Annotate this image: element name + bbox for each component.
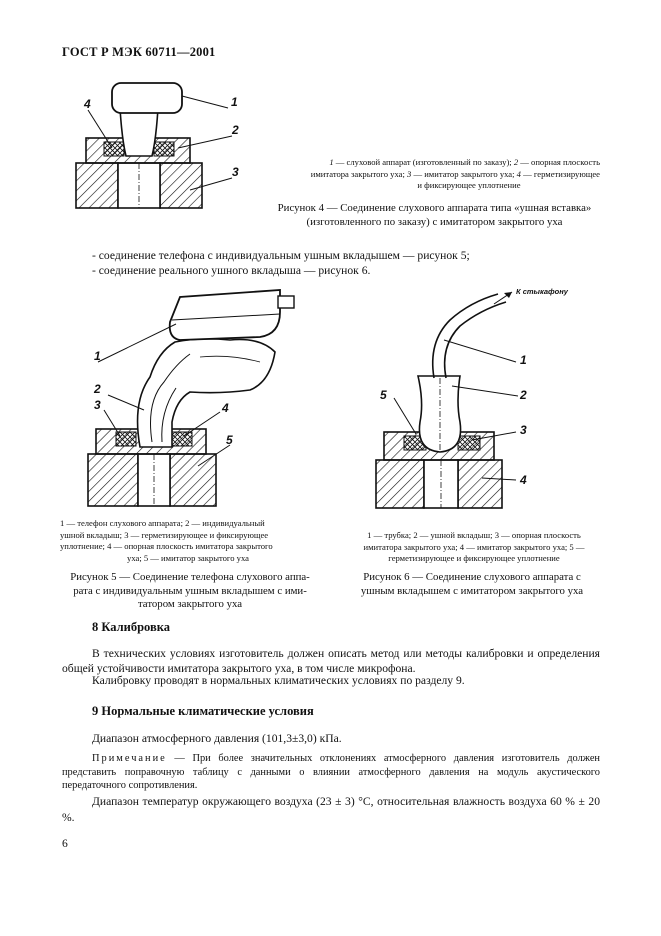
fig6-legend: 1 — трубка; 2 — ушной вкладыш; 3 — опорная плоскость имитатора закрытого уха; 4 — имитатор закрытого уха; 5 — герметизирующее и фиксирующее уплотнение <box>363 530 585 564</box>
fig6-caption: Рисунок 6 — Соединение слухового аппарата с ушным вкладышем с имитатором закрытого уха <box>360 571 584 597</box>
fig5-label-5: 5 <box>226 433 233 447</box>
fig6-label-4: 4 <box>520 473 527 487</box>
section-8-paragraph-2: Калибровку проводят в нормальных климатических условиях по разделу 9. <box>92 674 465 687</box>
list-item: - соединение телефона с индивидуальным ушным вкладышем — рисунок 5; <box>92 249 470 262</box>
section-9-title: 9 Нормальные климатические условия <box>92 704 314 718</box>
section-8-title: 8 Калибровка <box>92 620 171 634</box>
list-item: - соединение реального ушного вкладыша — рисунок 6. <box>92 264 371 277</box>
fig6-label-5: 5 <box>380 388 387 402</box>
fig5-label-4: 4 <box>222 401 229 415</box>
note-label: Примечание <box>92 753 167 764</box>
connection-list <box>92 248 470 278</box>
fig5-caption: Рисунок 5 — Соединение телефона слухового аппа- рата с индивидуальным ушным вкладышем с ими- татором закрытого уха <box>70 571 310 610</box>
section-9-paragraph-1: Диапазон атмосферного давления (101,3±3,0) кПа. <box>92 732 342 745</box>
fig4-label-3: 3 <box>232 165 239 179</box>
fig4-caption: Рисунок 4 — Соединение слухового аппарата типа «ушная вставка» (изготовленного по заказу) с имитатором закрытого уха <box>277 202 592 228</box>
fig5-legend: 1 — телефон слухового аппарата; 2 — индивидуальный ушной вкладыш; 3 — герметизирующее и фиксирующее уплотнение; 4 — опорная плоскость имитатора закрытого уха; 5 — имитатор закрытого уха <box>60 518 273 563</box>
figure-4-drawing <box>60 78 260 218</box>
fig6-label-3: 3 <box>520 423 527 437</box>
note-text: — При более значительных отклонениях атмосферного давления изготовитель должен представить поправочную таблицу с данными о влиянии атмосферного давления на модуль акустического передаточного сопротивления. <box>62 753 600 792</box>
fig6-label-1: 1 <box>520 353 527 367</box>
fig5-label-3: 3 <box>94 398 101 412</box>
fig4-label-4: 4 <box>84 97 91 111</box>
fig4-legend: 1 — слуховой аппарат (изготовленный по заказу); 2 — опорная плоскость имитатора закрытого уха; 3 — имитатор закрытого уха; 4 — герметизирующее и фиксирующее уплотнение <box>310 157 600 191</box>
document-header: ГОСТ Р МЭК 60711—2001 <box>62 45 216 59</box>
fig6-label-2: 2 <box>520 388 527 402</box>
section-9-paragraph-2: Диапазон температур окружающего воздуха (23 ± 3) °С, относительная влажность воздуха 60 % ± 20 %. <box>62 795 600 824</box>
fig5-label-2: 2 <box>94 382 101 396</box>
fig4-label-2: 2 <box>232 123 239 137</box>
fig4-label-1: 1 <box>231 95 238 109</box>
figure-5-drawing <box>80 282 310 510</box>
page-number: 6 <box>62 837 68 850</box>
figure-6-drawing <box>370 282 610 510</box>
section-8-paragraph-1: В технических условиях изготовитель должен описать метод или методы калибровки и определения общей устойчивости имитатора закрытого уха, в том числе микрофона. <box>62 647 600 675</box>
section-9-note <box>62 752 600 793</box>
fig6-arrow-label: К стыкафону <box>516 287 568 296</box>
fig5-label-1: 1 <box>94 349 101 363</box>
